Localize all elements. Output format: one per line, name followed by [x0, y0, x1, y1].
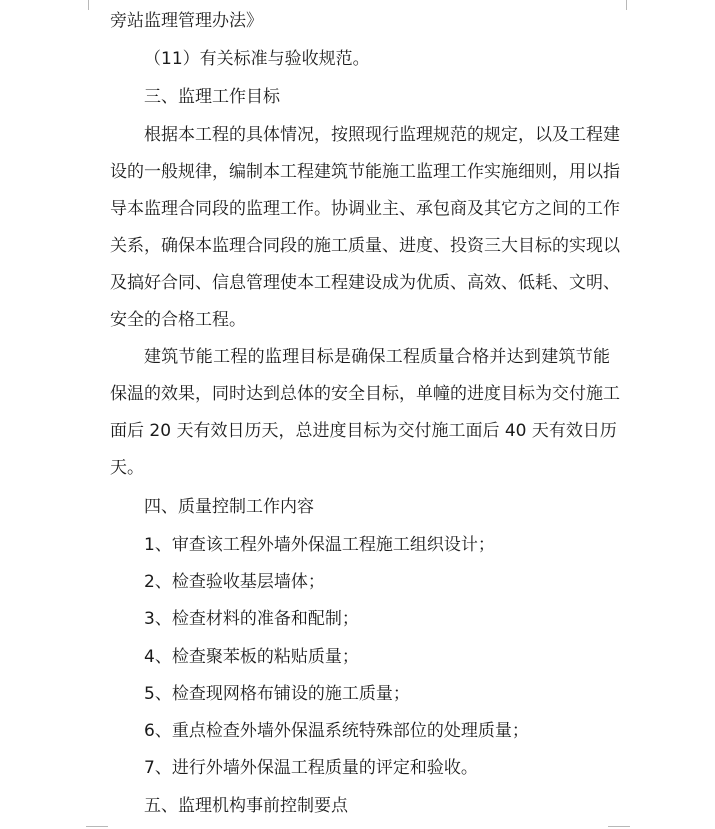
paragraph-1-line-3: 导本监理合同段的监理工作。协调业主、承包商及其它方之间的工作	[110, 199, 620, 219]
paragraph-2-line-3: 面后 20 天有效日历天，总进度目标为交付施工面后 40 天有效日历	[110, 421, 617, 441]
paragraph-1-line-4: 关系，确保本监理合同段的施工质量、进度、投资三大目标的实现以	[110, 236, 620, 256]
list-item-7: 7、进行外墙外保温工程质量的评定和验收。	[144, 758, 478, 778]
paragraph-2-line-2: 保温的效果，同时达到总体的安全目标，单幢的进度目标为交付施工	[110, 384, 620, 404]
list-item-4: 4、检查聚苯板的粘贴质量；	[144, 647, 359, 667]
paragraph-2-line-4: 天。	[110, 458, 144, 478]
list-item-2: 2、检查验收基层墙体；	[144, 572, 325, 592]
section-heading-4: 四、质量控制工作内容	[144, 497, 314, 517]
text-line-continuation: 旁站监理管理办法》	[110, 11, 263, 31]
paragraph-1-line-1: 根据本工程的具体情况，按照现行监理规范的规定，以及工程建	[144, 125, 620, 145]
list-item-6: 6、重点检查外墙外保温系统特殊部位的处理质量；	[144, 721, 529, 741]
crop-mark-bottom-left-horizontal	[86, 826, 108, 827]
list-item-1: 1、审查该工程外墙外保温工程施工组织设计；	[144, 535, 495, 555]
section-heading-5: 五、监理机构事前控制要点	[144, 796, 348, 816]
list-item-5: 5、检查现网格布铺设的施工质量；	[144, 684, 410, 704]
paragraph-1-line-2: 设的一般规律，编制本工程建筑节能施工监理工作实施细则，用以指	[110, 162, 620, 182]
paragraph-1-line-5: 及搞好合同、信息管理使本工程建设成为优质、高效、低耗、文明、	[110, 273, 620, 293]
crop-mark-bottom-right-horizontal	[608, 826, 630, 827]
paragraph-1-line-6: 安全的合格工程。	[110, 310, 246, 330]
list-item-3: 3、检查材料的准备和配制；	[144, 609, 359, 629]
crop-mark-top-left-vertical	[88, 0, 89, 10]
list-item-11: （11）有关标准与验收规范。	[144, 49, 370, 69]
crop-mark-top-right-vertical	[626, 0, 627, 10]
paragraph-2-line-1: 建筑节能工程的监理目标是确保工程质量合格并达到建筑节能	[144, 347, 610, 367]
section-heading-3: 三、监理工作目标	[144, 87, 280, 107]
